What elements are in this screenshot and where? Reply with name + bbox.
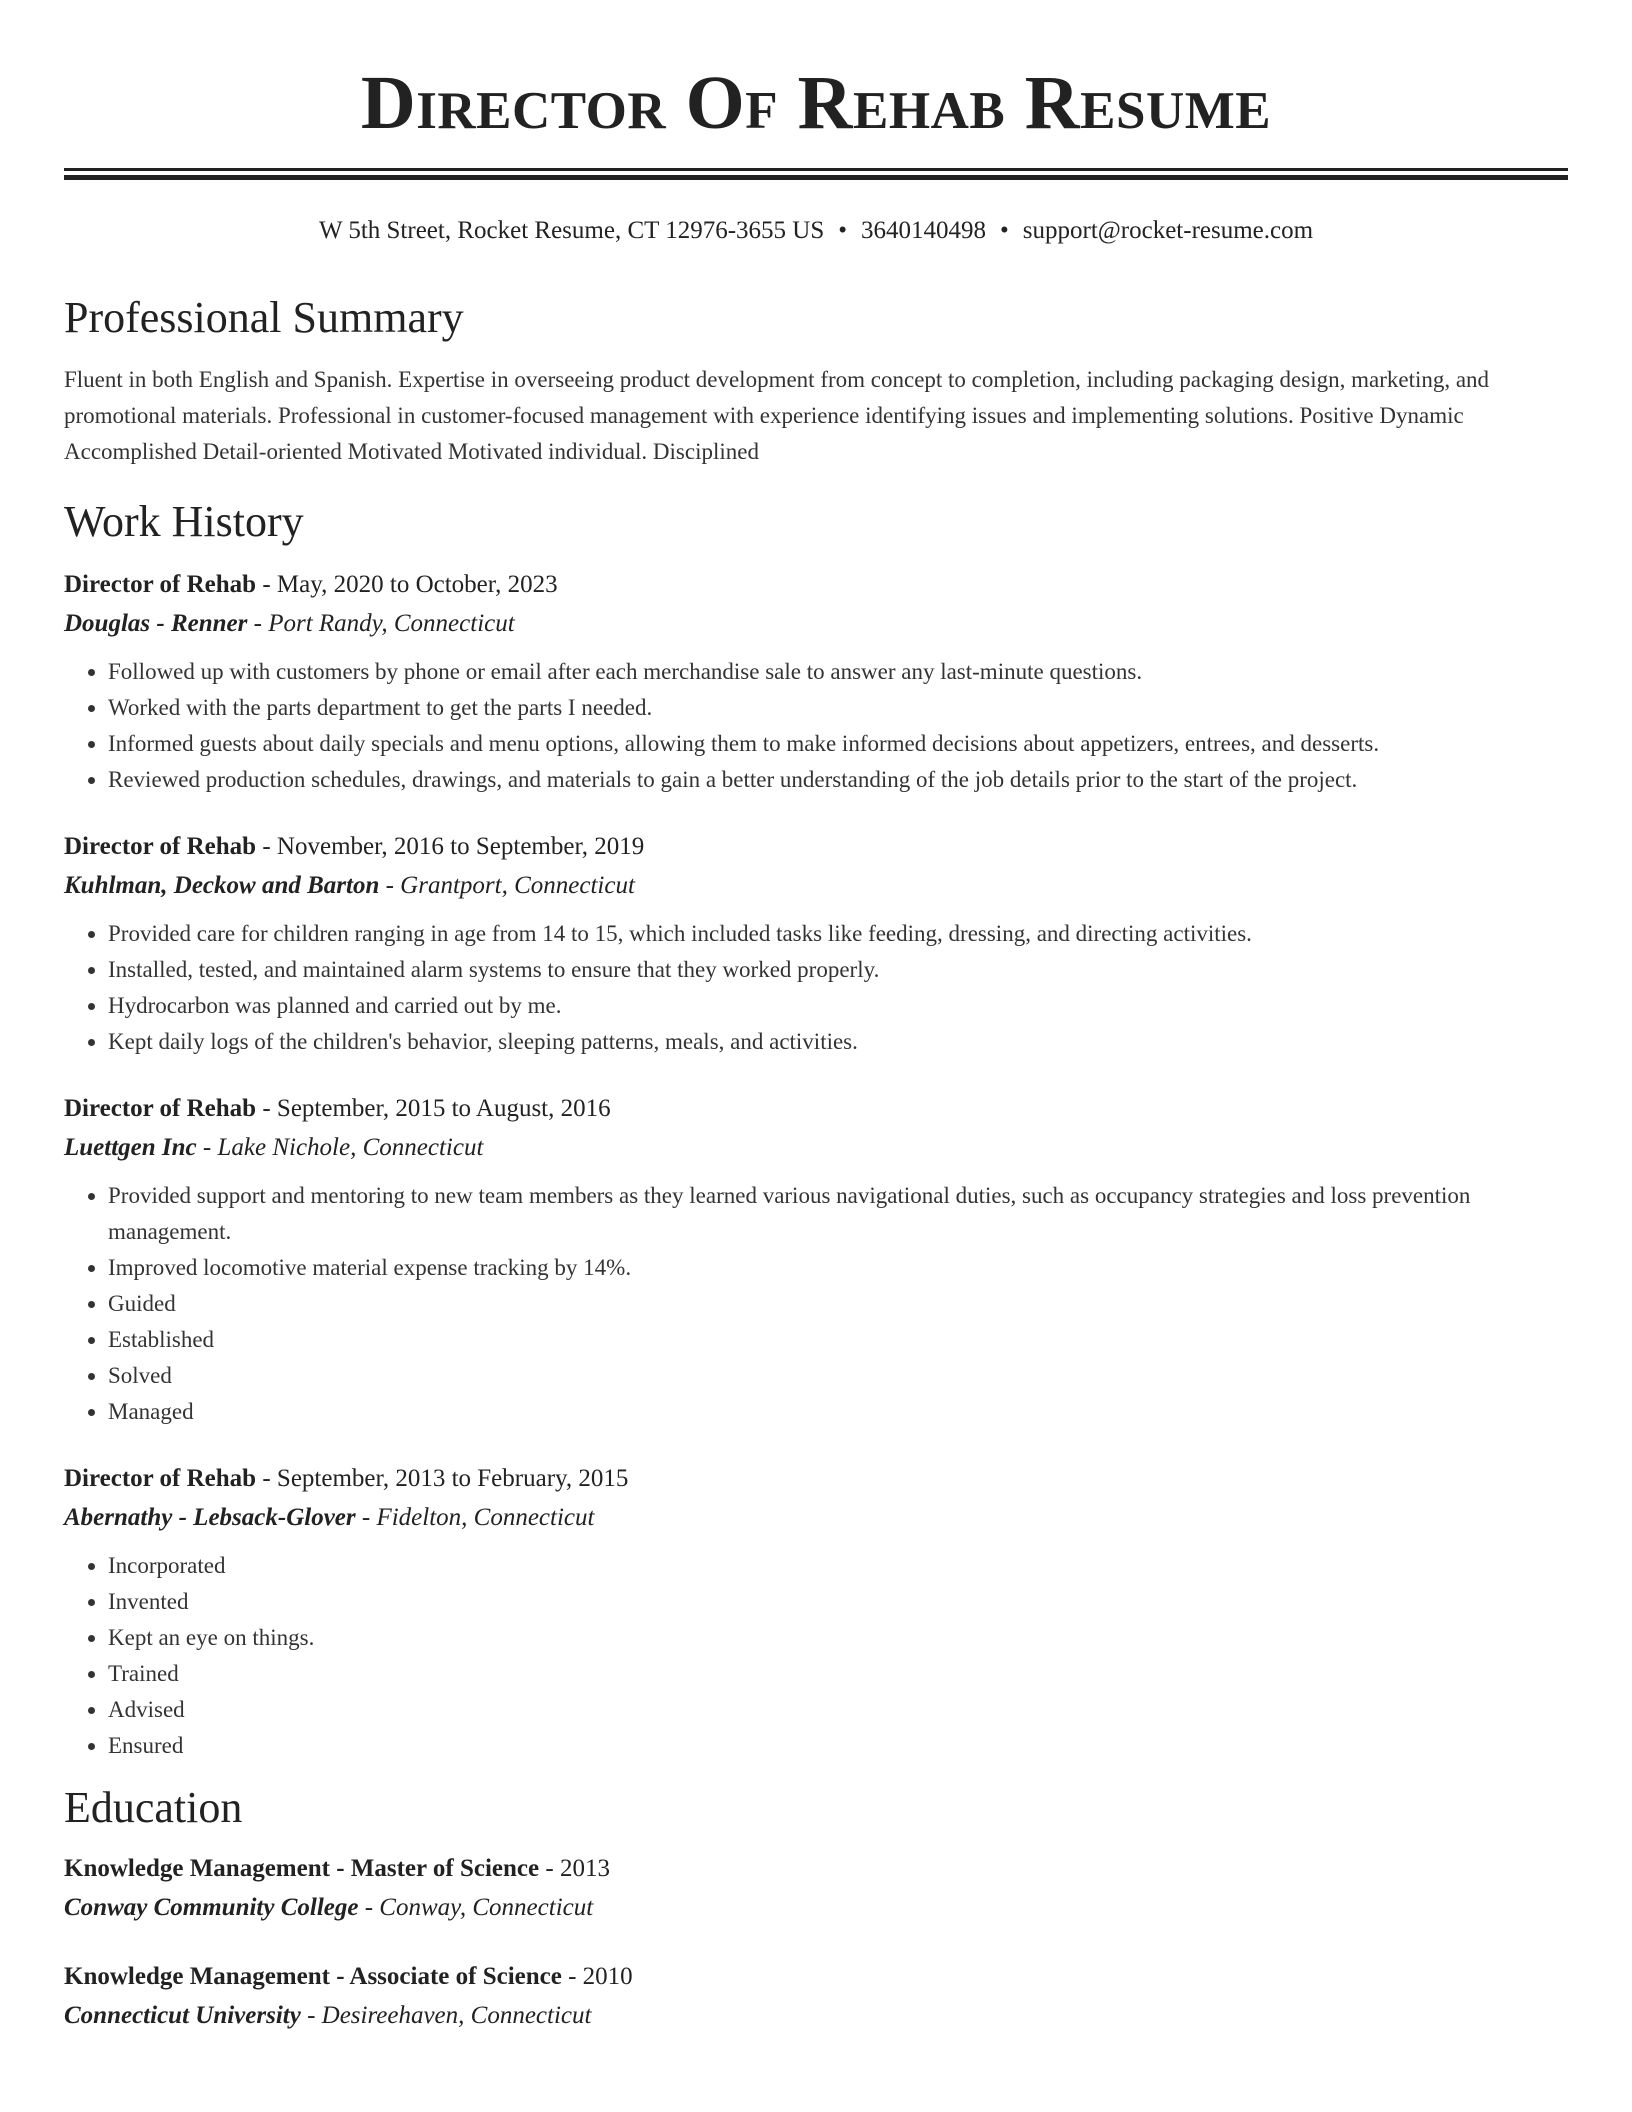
job-dates: - May, 2020 to October, 2023 <box>256 571 558 598</box>
job-bullet: • Provided care for children ranging in age from 14 to 15, which included tasks like feeding, dressing, and directing activities. <box>108 916 1568 952</box>
job-title: Director of Rehab <box>64 1095 257 1122</box>
education-location: - Desireehaven, Connecticut <box>300 2002 592 2029</box>
education-school-line <box>64 1888 1568 1928</box>
job-title-line <box>64 1090 1568 1128</box>
education-degree-line <box>64 1850 1568 1888</box>
contact-line <box>64 214 1568 248</box>
job-bullet: • Provided support and mentoring to new team members as they learned various navigational duties, such as occupancy strategies and loss prevention management. <box>108 1178 1568 1250</box>
education-year: - 2010 <box>561 1963 633 1990</box>
job-title: Director of Rehab <box>64 1465 257 1492</box>
education-location: - Conway, Connecticut <box>358 1894 594 1921</box>
job-title: Director of Rehab <box>64 571 257 598</box>
job-bullet-list <box>64 916 1568 1060</box>
job-location: - Port Randy, Connecticut <box>247 610 515 637</box>
education-degree-line <box>64 1958 1568 1996</box>
job-title-line <box>64 566 1568 604</box>
job-bullet: • Guided <box>108 1286 1568 1322</box>
job-bullet: • Hydrocarbon was planned and carried out by me. <box>108 988 1568 1024</box>
job-company: Luettgen Inc <box>64 1134 197 1161</box>
contact-phone: 3640140498 <box>861 217 986 244</box>
job-bullet-list <box>64 1178 1568 1430</box>
job-company-line <box>64 1128 1568 1168</box>
job-bullet: • Solved <box>108 1358 1568 1394</box>
job-entry <box>64 828 1568 1060</box>
work-history-heading: Work History <box>64 497 304 546</box>
job-location: - Lake Nichole, Connecticut <box>196 1134 484 1161</box>
education-degree: Knowledge Management - Master of Science <box>64 1855 540 1882</box>
job-dates: - November, 2016 to September, 2019 <box>256 833 645 860</box>
education-year: - 2013 <box>539 1855 610 1882</box>
job-entry <box>64 1460 1568 1764</box>
contact-separator: • <box>838 217 847 244</box>
job-company: Abernathy - Lebsack-Glover <box>64 1504 356 1531</box>
job-bullet: • Incorporated <box>108 1548 1568 1584</box>
job-dates: - September, 2015 to August, 2016 <box>256 1095 611 1122</box>
job-bullet-list <box>64 654 1568 798</box>
job-entry <box>64 566 1568 798</box>
summary-text: Fluent in both English and Spanish. Expertise in overseeing product development from concept to completion, including packaging design, marketing, and promotional materials. Professional in customer-focused management with experience identifying issues and implementing solutions. Positive Dynamic Accomplished Detail-oriented Motivated Motivated individual. Disciplined <box>64 367 1490 464</box>
job-bullet: • Installed, tested, and maintained alarm systems to ensure that they worked properly. <box>108 952 1568 988</box>
job-bullet: • Followed up with customers by phone or email after each merchandise sale to answer any last-minute questions. <box>108 654 1568 690</box>
job-bullet: • Kept daily logs of the children's behavior, sleeping patterns, meals, and activities. <box>108 1024 1568 1060</box>
job-title: Director of Rehab <box>64 833 257 860</box>
job-bullet: • Managed <box>108 1394 1568 1430</box>
resume-title: Director Of Rehab Resume <box>360 61 1272 145</box>
job-bullet: • Informed guests about daily specials and menu options, allowing them to make informed decisions about appetizers, entrees, and desserts. <box>108 726 1568 762</box>
education-degree: Knowledge Management - Associate of Science <box>64 1963 562 1990</box>
job-company: Kuhlman, Deckow and Barton <box>64 872 380 899</box>
title-divider <box>64 168 1568 180</box>
job-company-line <box>64 604 1568 644</box>
job-bullet-list <box>64 1548 1568 1764</box>
job-entry <box>64 1090 1568 1430</box>
education-heading: Education <box>64 1783 243 1832</box>
job-bullet: • Improved locomotive material expense tracking by 14%. <box>108 1250 1568 1286</box>
job-dates: - September, 2013 to February, 2015 <box>256 1465 629 1492</box>
education-entry <box>64 1958 1568 2036</box>
job-company-line <box>64 1498 1568 1538</box>
job-title-line <box>64 828 1568 866</box>
job-bullet: • Invented <box>108 1584 1568 1620</box>
education-school-line <box>64 1996 1568 2036</box>
education-school: Conway Community College <box>64 1894 359 1921</box>
job-company-line <box>64 866 1568 906</box>
job-company: Douglas - Renner <box>64 610 248 637</box>
job-bullet: • Reviewed production schedules, drawings, and materials to gain a better understanding of the job details prior to the start of the project. <box>108 762 1568 798</box>
job-bullet: • Trained <box>108 1656 1568 1692</box>
contact-separator: • <box>1000 217 1009 244</box>
education-school: Connecticut University <box>64 2002 301 2029</box>
contact-email: support@rocket-resume.com <box>1022 217 1314 244</box>
job-location: - Fidelton, Connecticut <box>355 1504 595 1531</box>
summary-heading: Professional Summary <box>64 293 464 342</box>
job-bullet: • Kept an eye on things. <box>108 1620 1568 1656</box>
job-title-line <box>64 1460 1568 1498</box>
job-bullet: • Ensured <box>108 1728 1568 1764</box>
job-bullet: • Established <box>108 1322 1568 1358</box>
job-bullet: • Advised <box>108 1692 1568 1728</box>
job-location: - Grantport, Connecticut <box>379 872 635 899</box>
contact-address: W 5th Street, Rocket Resume, CT 12976-3655 US <box>318 217 825 244</box>
education-entry <box>64 1850 1568 1928</box>
job-bullet: • Worked with the parts department to get the parts I needed. <box>108 690 1568 726</box>
